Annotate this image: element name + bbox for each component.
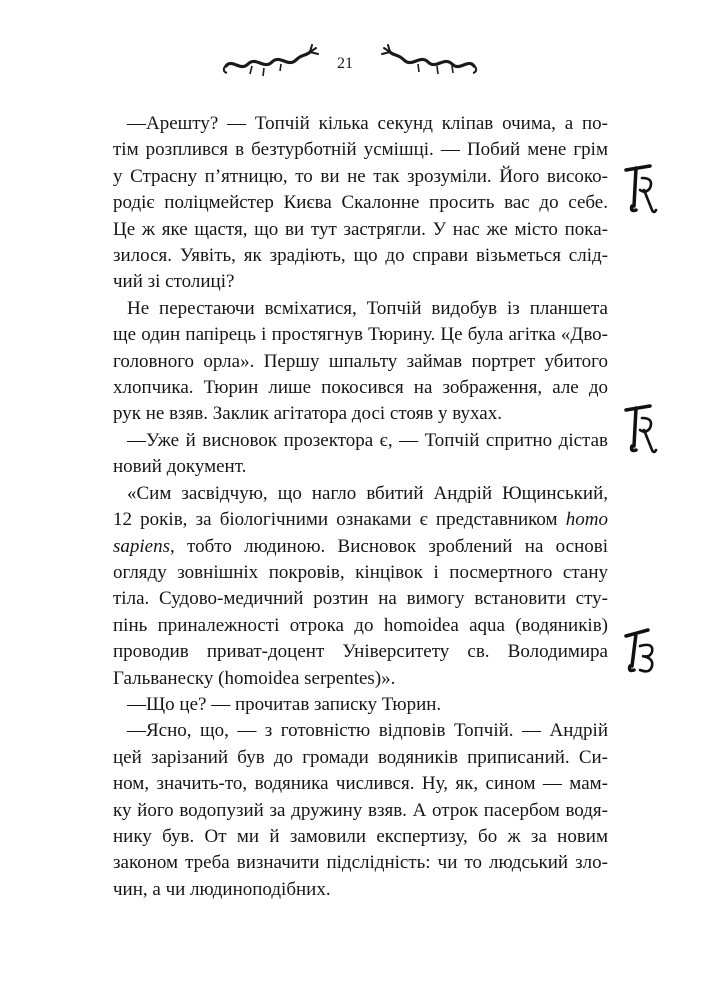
paragraph bbox=[113, 718, 608, 903]
main-text bbox=[113, 111, 608, 903]
text-line: ще один папірець і простягнув Тюрину. Це була агітка «Дво- bbox=[113, 324, 608, 346]
text-line: —Арешту? — Топчій кілька секунд кліпав очима, а по- bbox=[127, 113, 608, 134]
text-line: —Уже й висновок прозектора є, — Топчій спритно дістав bbox=[127, 429, 608, 451]
text-line: ку його водопузий за дружину взяв. А отрок пасербом водя- bbox=[113, 799, 608, 821]
latin-term: sapiens bbox=[113, 535, 170, 557]
text-line: «Сим засвідчую, що нагло вбитий Андрій Ющинський, bbox=[127, 482, 608, 504]
monogram-icon bbox=[620, 622, 660, 682]
text-line bbox=[113, 507, 608, 533]
text-line: головного орла». Першу шпальту займав портрет убитого bbox=[113, 350, 608, 372]
text-line: проводив приват-доцент Університету св. Володимира bbox=[113, 641, 608, 663]
paragraph bbox=[113, 428, 608, 481]
paragraph bbox=[113, 692, 608, 718]
text-line: у Страсну п’ятницю, то ви не так зрозуміли. Його високо- bbox=[113, 165, 608, 187]
text-line: чий зі столиці? bbox=[113, 271, 235, 293]
paragraph bbox=[113, 296, 608, 428]
text-fragment: 12 років, за біологічними ознаками є представником bbox=[113, 509, 558, 531]
text-line: —Ясно, що, — з готовністю відповів Топчій. — Андрій bbox=[127, 720, 608, 742]
dragon-ornament-icon bbox=[222, 44, 322, 80]
text-line: рук не взяв. Заклик агітатора досі стояв у вухах. bbox=[113, 403, 502, 425]
dragon-ornament-icon bbox=[378, 44, 478, 80]
text-line: чин, а чи людиноподібних. bbox=[113, 878, 331, 900]
text-line: ном, значить-то, водяника числився. Ну, як, сином — мам- bbox=[113, 773, 608, 795]
text-line: тім розплився в безтурботній усмішці. — Побий мене грім bbox=[113, 139, 608, 161]
text-line: тіла. Судово-медичний розтин на вимогу встановити сту- bbox=[113, 588, 608, 610]
text-line bbox=[113, 534, 608, 560]
text-line: родіє поліцмейстер Києва Скалонне просить вас до себе. bbox=[113, 192, 608, 214]
text-line: новий документ. bbox=[113, 456, 247, 478]
monogram-icon bbox=[620, 400, 660, 460]
text-fragment: , тобто людиною. Висновок зроблений на основі bbox=[170, 535, 608, 557]
page-number: 21 bbox=[337, 55, 353, 72]
text-line: Це ж яке щастя, що ви тут застрягли. У нас же місто пока- bbox=[113, 218, 608, 240]
text-line: пінь приналежності отрока до homoidea aqua (водяників) bbox=[113, 614, 608, 636]
text-line: Гальванеску (homoidea serpentes)». bbox=[113, 667, 396, 689]
monogram-icon bbox=[620, 160, 660, 220]
text-line: нику був. От ми й замовили експертизу, бо ж за новим bbox=[113, 825, 608, 847]
text-line: огляду зовнішніх покровів, кінцівок і посмертного стану bbox=[113, 561, 608, 583]
page-header bbox=[0, 44, 720, 84]
text-line: цей зарізаний був до громади водяників приписаний. Си- bbox=[113, 746, 608, 768]
paragraph bbox=[113, 111, 608, 296]
text-line: законом треба визначити підслідність: чи то людський зло- bbox=[113, 852, 608, 874]
text-line: Не перестаючи всміхатися, Топчій видобув із планшета bbox=[127, 297, 608, 319]
text-line: —Що це? — прочитав записку Тюрин. bbox=[127, 693, 442, 715]
text-line: хлопчика. Тюрин лише покосився на зображення, але до bbox=[113, 377, 608, 399]
text-line: зилося. Уявіть, як зрадіють, що до справи візьметься слід- bbox=[113, 245, 608, 267]
latin-term: homo bbox=[565, 509, 609, 531]
paragraph bbox=[113, 481, 608, 692]
